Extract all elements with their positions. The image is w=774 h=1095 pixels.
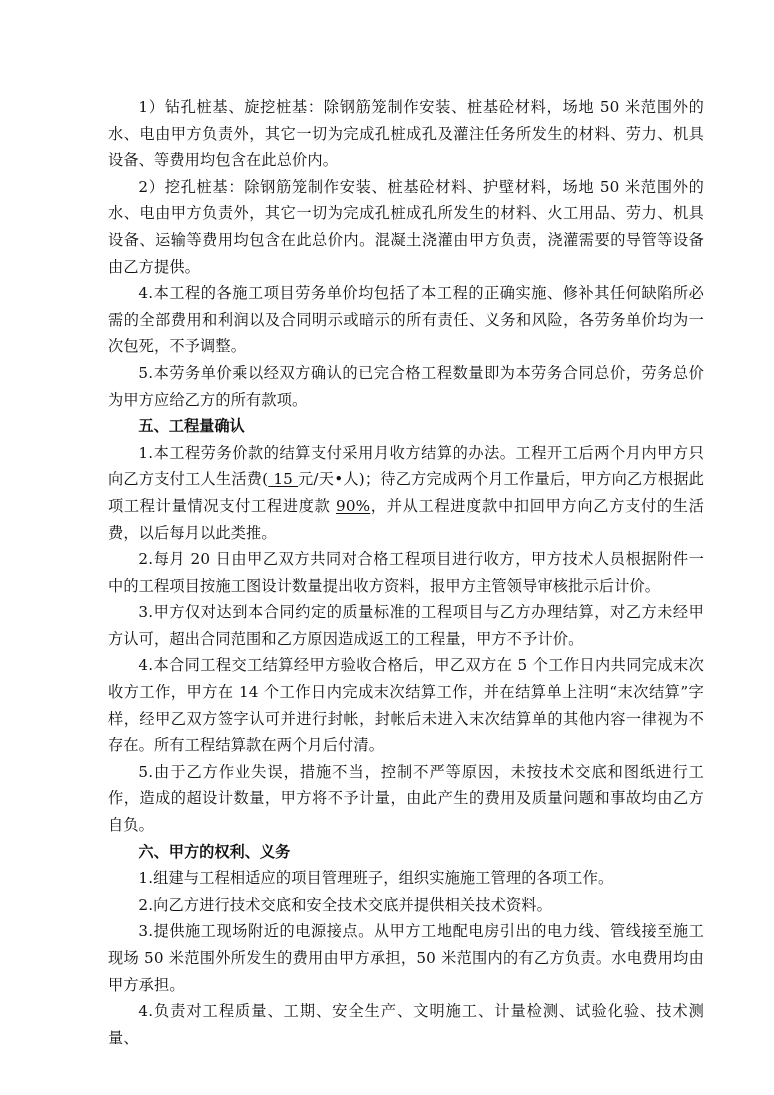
paragraph-responsibilities: 4.负责对工程质量、工期、安全生产、文明施工、计量检测、试验化验、技术测量、: [108, 1002, 704, 1047]
progress-payment-percent: 90%: [336, 496, 371, 515]
paragraph-total-price: 5.本劳务单价乘以经双方确认的已完合格工程数量即为本劳务合同总价，劳务总价为甲方应给乙方的所有款项。: [108, 363, 704, 409]
paragraph-monthly-measurement: 2.每月 20 日由甲乙双方共同对合格工程项目进行收方，甲方技术人员根据附件一中的工程项目按施工图设计数量提出收方资料，报甲方主管领导审核批示后计价。: [108, 550, 704, 595]
paragraph-drilled-pile: 1）钻孔桩基、旋挖桩基：除钢筋笼制作安装、桩基砼材料，场地 50 米范围外的水、电由甲方负责外，其它一切为完成孔桩成孔及灌注任务所发生的材料、劳力、机具设备、等费用均包含在此总价内。: [108, 98, 704, 170]
section-heading-quantity-confirmation: 五、工程量确认: [138, 417, 245, 436]
paragraph-contractor-fault: 5.由于乙方作业失误，措施不当，控制不严等原因，未按技术交底和图纸进行工作，造成的超设计数量，甲方将不予计量，由此产生的费用及质量问题和事故均由乙方自负。: [108, 762, 704, 835]
living-allowance-value: 15: [268, 470, 299, 489]
section-heading-party-a-rights: 六、甲方的权利、义务: [138, 842, 291, 861]
paragraph-management-team: 1.组建与工程相适应的项目管理班子，组织实施施工管理的各项工作。: [138, 869, 614, 888]
paragraph-technical-briefing: 2.向乙方进行技术交底和安全技术交底并提供相关技术资料。: [138, 895, 552, 914]
text-segment: ，并从工程进度款中扣回甲方向乙方支付的生活费，以后每月以此类推。: [108, 496, 704, 542]
paragraph-monthly-settlement: [108, 440, 704, 546]
paragraph-dug-pile: 2）挖孔桩基：除钢筋笼制作安装、桩基砼材料、护壁材料，场地 50 米范围外的水、电由甲方负责外，其它一切为完成孔桩成孔所发生的材料、火工用品、劳力、机具设备、运输等费用均包含在此总价内。混凝土浇灌由甲方负责，浇灌需要的导管等设备由乙方提供。: [108, 177, 704, 276]
text-segment: 1.本工程劳务价款的结算支付采用月收方结算的办法。工程开工后两个月内甲方只向乙方支付工人生活费(: [108, 443, 704, 489]
paragraph-power-supply: 3.提供施工现场附近的电源接点。从甲方工地配电房引出的电力线、管线接至施工现场 50 米范围外所发生的费用由甲方承担，50 米范围内的有乙方负责。水电费用均由甲方承担。: [108, 922, 704, 994]
paragraph-unit-price: 4.本工程的各施工项目劳务单价均包括了本工程的正确实施、修补其任何缺陷所必需的全部费用和利润以及合同明示或暗示的所有责任、义务和风险，各劳务单价均为一次包死，不予调整。: [108, 284, 704, 356]
paragraph-final-settlement: 4.本合同工程交工结算经甲方验收合格后，甲乙双方在 5 个工作日内共同完成末次收方工作，甲方在 14 个工作日内完成末次结算工作，并在结算单上注明“末次结算”字样，经甲乙双方签字认可并进行封帐，封帐后未进入末次结算单的其他内容一律视为不存在。所有工程结算款在两个月后付清。: [108, 656, 704, 755]
text-segment: 元/天•人)；待乙方完成两个月工作量后，甲方向乙方根据此项工程计量情况支付工程进度款: [108, 470, 704, 515]
paragraph-quality-settlement: 3.甲方仅对达到本合同约定的质量标准的工程项目与乙方办理结算，对乙方未经甲方认可，超出合同范围和乙方原因造成返工的工程量，甲方不予计价。: [108, 603, 704, 648]
document-page: [108, 94, 704, 1051]
